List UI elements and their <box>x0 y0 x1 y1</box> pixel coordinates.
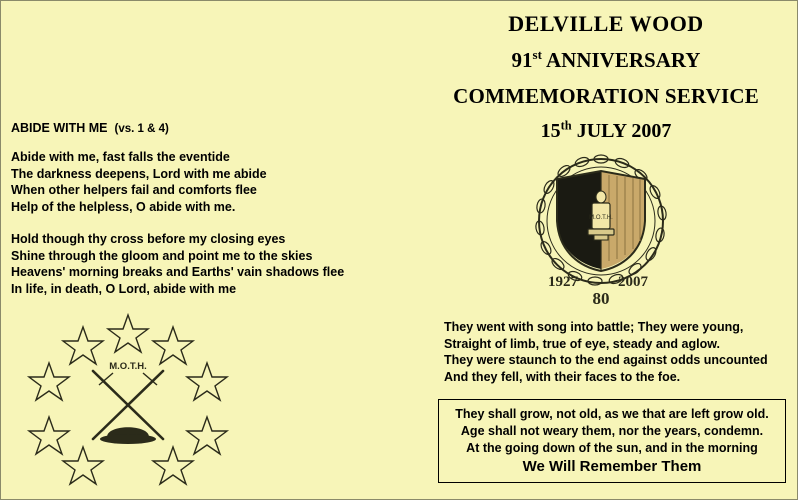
hymn-verse-2 <box>11 231 401 297</box>
exhortation-line-3: At the going down of the sun, and in the morning <box>466 441 758 455</box>
hymn-verse-2-line-3: Heavens' morning breaks and Earths' vain shadows flee <box>11 265 345 279</box>
header-title-line: DELVILLE WOOD <box>508 11 704 36</box>
header-service-line: COMMEMORATION SERVICE <box>453 84 759 108</box>
crest-right-year: 2007 <box>618 274 648 290</box>
header-anniversary-line <box>421 48 791 73</box>
crest-left-year: 1927 <box>548 274 578 290</box>
hymn-verse-1 <box>11 149 401 215</box>
hymn-verses-note: (vs. 1 & 4) <box>114 123 169 135</box>
hymn-verse-1-line-2: The darkness deepens, Lord with me abide <box>11 166 267 181</box>
emblem-label: M.O.T.H. <box>109 361 147 372</box>
shield-icon <box>557 171 645 271</box>
poem-block <box>444 319 784 385</box>
crest-center-number: 80 <box>592 289 610 308</box>
date-ordinal-suffix: th <box>560 118 572 133</box>
hymn-verse-1-line-1: Abide with me, fast falls the eventide <box>11 150 230 164</box>
star-ring-icon <box>29 315 227 484</box>
exhortation-line-2: Age shall not weary them, nor the years, condemn. <box>460 424 764 438</box>
anniversary-number: 91 <box>511 48 533 72</box>
hymn-verse-2-line-2: Shine through the gloom and point me to the skies <box>11 248 313 263</box>
hymn-verse-2-line-4: In life, in death, O Lord, abide with me <box>11 281 237 296</box>
date-month-year: JULY 2007 <box>571 120 672 142</box>
moth-anniversary-crest <box>521 149 681 309</box>
year-banner <box>548 274 649 308</box>
helmet-icon <box>100 427 156 444</box>
poem-line-4: And they fell, with their faces to the foe. <box>444 369 681 384</box>
header-date-line <box>421 120 791 143</box>
hymn-verse-1-line-4: Help of the helpless, O abide with me. <box>11 199 236 214</box>
hymn-verse-1-line-3: When other helpers fail and comforts flee <box>11 183 257 197</box>
date-day-number: 15 <box>540 120 561 142</box>
anniversary-ordinal-suffix: st <box>532 47 542 62</box>
lamp-label: M.O.T.H. <box>589 215 613 221</box>
hymn-block <box>11 121 401 297</box>
hymn-title <box>11 121 401 135</box>
poem-line-2: Straight of limb, true of eye, steady and aglow. <box>444 336 720 351</box>
exhortation-line-1: They shall grow, not old, as we that are left grow old. <box>455 407 769 421</box>
hymn-verse-2-line-1: Hold though thy cross before my closing eyes <box>11 232 286 246</box>
exhortation-final-line: We Will Remember Them <box>522 458 702 475</box>
moth-star-emblem <box>21 311 236 486</box>
anniversary-text: ANNIVERSARY <box>541 48 701 72</box>
poem-line-1: They went with song into battle; They were young, <box>444 320 744 334</box>
poem-line-3: They were staunch to the end against odds uncounted <box>444 353 768 367</box>
exhortation-box <box>438 399 786 483</box>
document-header <box>421 11 791 143</box>
hymn-title-text: ABIDE WITH ME <box>11 121 108 135</box>
